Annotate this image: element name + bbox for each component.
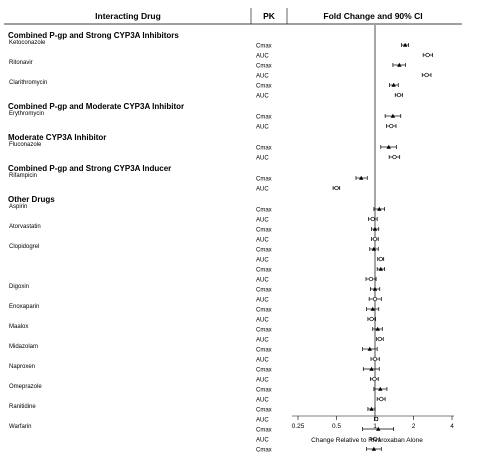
drug-label: Warfarin bbox=[9, 424, 32, 430]
x-tick-label: 4 bbox=[450, 423, 454, 430]
ci-mark bbox=[374, 387, 387, 391]
auc-point-marker bbox=[373, 357, 377, 361]
pk-label: Cmax bbox=[256, 387, 272, 394]
ci-mark bbox=[401, 43, 408, 47]
x-tick-label: 0.25 bbox=[291, 423, 305, 430]
pk-label: Cmax bbox=[256, 247, 272, 254]
header-pk: PK bbox=[263, 11, 275, 21]
auc-point-marker bbox=[373, 297, 377, 301]
ci-mark bbox=[373, 327, 383, 331]
ci-mark bbox=[366, 277, 376, 281]
ci-mark bbox=[333, 186, 340, 190]
ci-mark bbox=[377, 397, 385, 401]
pk-label: Cmax bbox=[256, 427, 272, 434]
ci-mark bbox=[356, 176, 367, 180]
auc-point-marker bbox=[371, 217, 375, 221]
pk-label: Cmax bbox=[256, 407, 272, 414]
header-interacting-drug: Interacting Drug bbox=[95, 11, 161, 21]
auc-point-marker bbox=[389, 124, 393, 128]
ci-mark bbox=[370, 377, 378, 381]
ci-mark bbox=[386, 124, 396, 128]
auc-point-marker bbox=[426, 53, 430, 57]
ci-mark bbox=[369, 217, 378, 221]
pk-label: Cmax bbox=[256, 447, 272, 454]
drug-label: Midazolam bbox=[9, 344, 39, 350]
ci-mark bbox=[363, 367, 379, 371]
ci-mark bbox=[374, 207, 385, 211]
pk-label: AUC bbox=[256, 377, 269, 384]
auc-point-marker bbox=[397, 93, 401, 97]
auc-point-marker bbox=[335, 186, 339, 190]
pk-label: AUC bbox=[256, 417, 269, 424]
pk-label: AUC bbox=[256, 155, 269, 162]
pk-label: Cmax bbox=[256, 63, 272, 70]
ci-mark bbox=[370, 247, 378, 251]
drug-label: Atorvastatin bbox=[9, 224, 41, 230]
pk-label: Cmax bbox=[256, 145, 272, 152]
pk-label: AUC bbox=[256, 357, 269, 364]
drug-label: Clarithromycin bbox=[9, 80, 48, 86]
pk-label: Cmax bbox=[256, 114, 272, 121]
ci-mark bbox=[369, 297, 381, 301]
x-tick-label: 0.5 bbox=[331, 423, 342, 430]
group-heading: Combined P-gp and Strong CYP3A Inhibitors bbox=[8, 31, 179, 40]
ci-mark bbox=[381, 145, 397, 149]
ci-mark bbox=[371, 357, 379, 361]
auc-point-marker bbox=[393, 155, 397, 159]
x-axis-ticks bbox=[292, 416, 455, 430]
pk-label: AUC bbox=[256, 297, 269, 304]
header-fold-change: Fold Change and 90% CI bbox=[323, 11, 423, 21]
pk-label: AUC bbox=[256, 73, 269, 80]
ci-mark bbox=[385, 114, 401, 118]
pk-label: AUC bbox=[256, 397, 269, 404]
ci-mark bbox=[422, 73, 431, 77]
ci-mark bbox=[377, 337, 384, 341]
group-heading: Moderate CYP3A Inhibitor bbox=[8, 133, 107, 142]
pk-label: AUC bbox=[256, 93, 269, 100]
drug-label: Aspirin bbox=[9, 204, 28, 210]
group-heading: Combined P-gp and Strong CYP3A Inducer bbox=[8, 164, 172, 173]
auc-point-marker bbox=[373, 377, 377, 381]
auc-point-marker bbox=[370, 317, 374, 321]
rows-layer bbox=[8, 31, 433, 455]
drug-label: Digoxin bbox=[9, 284, 30, 290]
ci-mark bbox=[423, 53, 432, 57]
ci-mark bbox=[377, 267, 384, 271]
ci-mark bbox=[368, 317, 376, 321]
ci-mark bbox=[378, 257, 384, 261]
pk-label: Cmax bbox=[256, 43, 272, 50]
drug-label: Erythromycin bbox=[9, 111, 45, 117]
auc-point-marker bbox=[379, 257, 383, 261]
x-tick-label: 2 bbox=[411, 423, 416, 430]
pk-label: Cmax bbox=[256, 307, 272, 314]
drug-label: Ranitidine bbox=[9, 404, 36, 410]
ci-mark bbox=[395, 93, 402, 97]
pk-label: AUC bbox=[256, 53, 269, 60]
x-axis-label: Change Relative to Rivaroxaban Alone bbox=[311, 437, 423, 444]
ci-mark bbox=[363, 427, 394, 431]
ci-mark bbox=[368, 407, 375, 411]
pk-label: AUC bbox=[256, 437, 269, 444]
pk-label: Cmax bbox=[256, 207, 272, 214]
drug-label: Enoxaparin bbox=[9, 304, 40, 310]
table-header bbox=[4, 8, 462, 24]
pk-label: Cmax bbox=[256, 287, 272, 294]
ci-mark bbox=[393, 63, 406, 67]
ci-mark bbox=[367, 307, 379, 311]
group-heading: Other Drugs bbox=[8, 195, 55, 204]
pk-label: AUC bbox=[256, 124, 269, 131]
pk-label: Cmax bbox=[256, 347, 272, 354]
drug-label: Naproxen bbox=[9, 364, 36, 370]
ci-mark bbox=[367, 447, 382, 451]
pk-label: Cmax bbox=[256, 227, 272, 234]
auc-point-marker bbox=[369, 277, 373, 281]
ci-mark bbox=[390, 83, 399, 87]
pk-label: Cmax bbox=[256, 83, 272, 90]
pk-label: AUC bbox=[256, 217, 269, 224]
ci-mark bbox=[372, 237, 379, 241]
drug-label: Clopidogrel bbox=[9, 244, 40, 250]
auc-point-marker bbox=[378, 337, 382, 341]
auc-point-marker bbox=[425, 73, 429, 77]
drug-label: Rifampicin bbox=[9, 173, 38, 179]
group-heading: Combined P-gp and Moderate CYP3A Inhibitor bbox=[8, 102, 185, 111]
pk-label: AUC bbox=[256, 257, 269, 264]
pk-label: Cmax bbox=[256, 267, 272, 274]
ci-mark bbox=[389, 155, 400, 159]
auc-point-marker bbox=[373, 237, 377, 241]
ci-mark bbox=[372, 227, 379, 231]
auc-point-marker bbox=[379, 397, 383, 401]
ci-mark bbox=[370, 287, 379, 291]
pk-label: Cmax bbox=[256, 327, 272, 334]
pk-label: Cmax bbox=[256, 176, 272, 183]
pk-label: AUC bbox=[256, 237, 269, 244]
x-tick-label: 1 bbox=[373, 423, 377, 430]
pk-label: Cmax bbox=[256, 367, 272, 374]
pk-label: AUC bbox=[256, 277, 269, 284]
pk-label: AUC bbox=[256, 186, 269, 193]
drug-label: Ketoconazole bbox=[9, 40, 46, 46]
drug-label: Ritonavir bbox=[9, 60, 33, 66]
pk-label: AUC bbox=[256, 317, 269, 324]
drug-label: Omeprazole bbox=[9, 384, 42, 390]
drug-label: Maalox bbox=[9, 324, 29, 330]
pk-label: AUC bbox=[256, 337, 269, 344]
drug-label: Fluconazole bbox=[9, 142, 42, 148]
